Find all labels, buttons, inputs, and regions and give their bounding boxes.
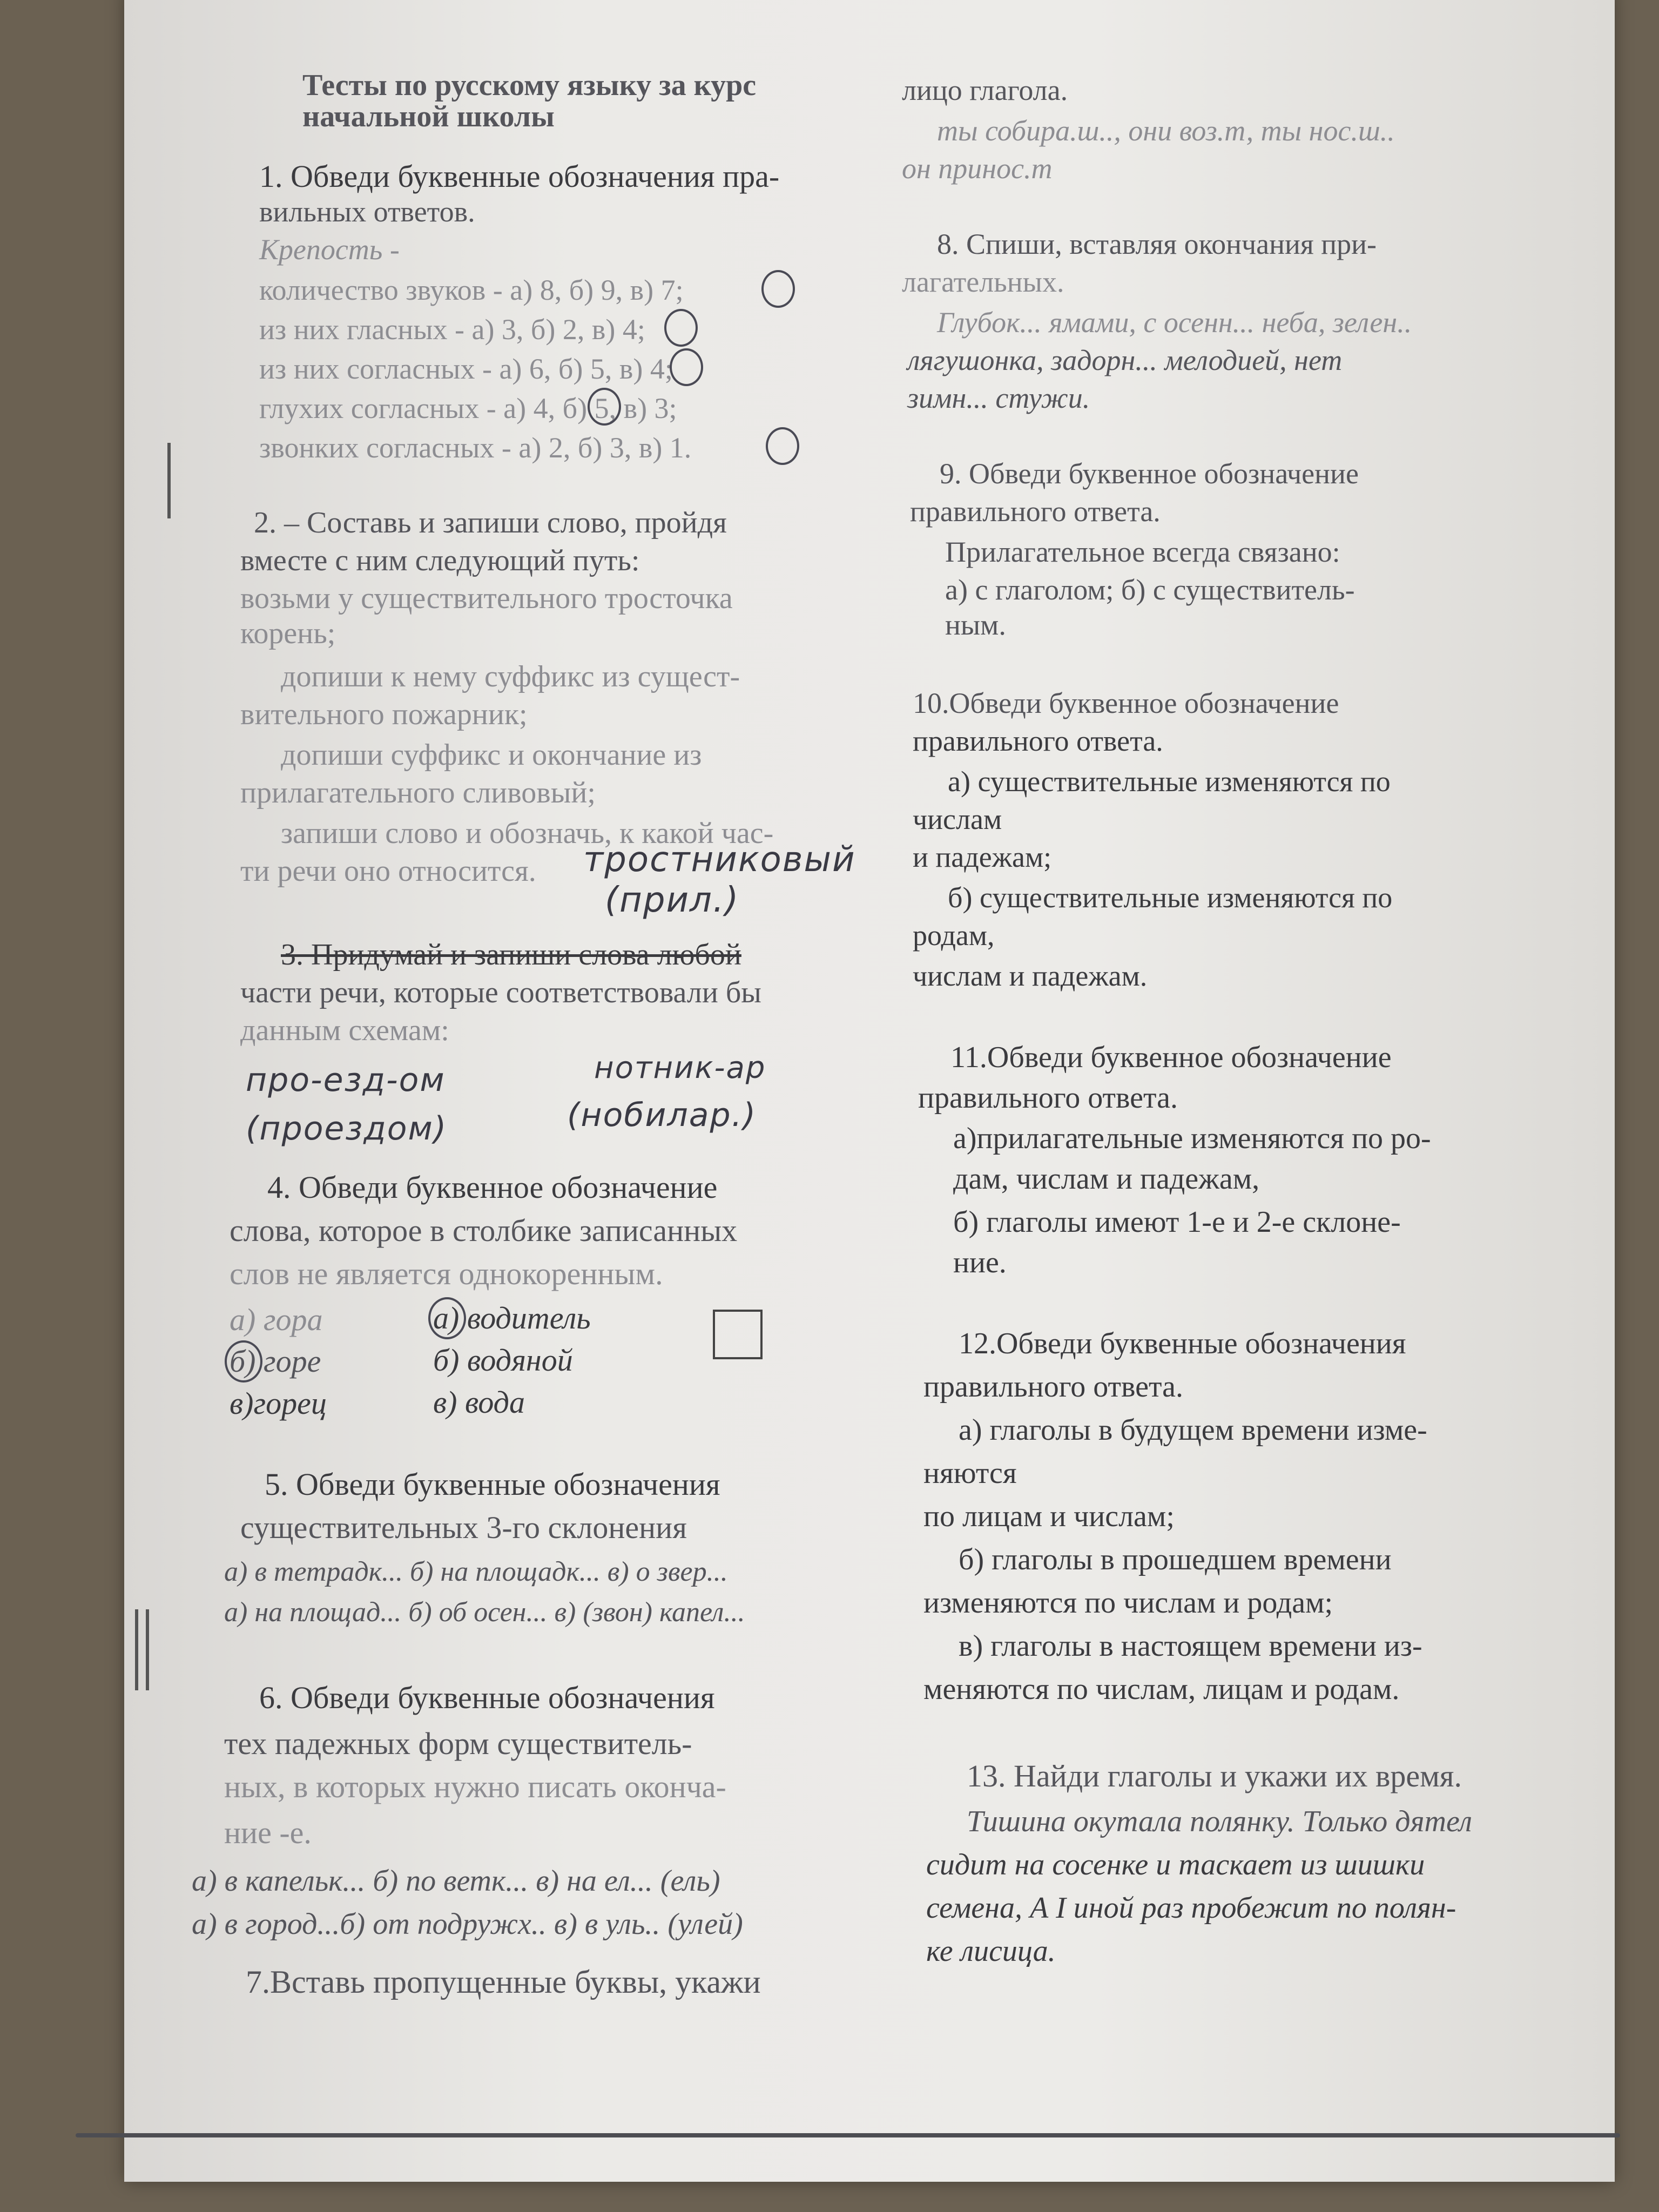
q3-scheme-2: нотник-ар <box>594 1050 766 1085</box>
q7-cont: ты собира.ш.., они воз.т, ты нос.ш.. <box>937 114 1395 147</box>
q12-line: б) глаголы в прошедшем времени <box>959 1543 1392 1576</box>
q4-option: в)горец <box>230 1386 327 1421</box>
q12-line: правильного ответа. <box>923 1370 1183 1404</box>
q13-line: сидит на сосенке и таскает из шишки <box>926 1848 1425 1881</box>
q4-option: б) водяной <box>433 1343 573 1378</box>
q7-line: 7.Вставь пропущенные буквы, укажи <box>246 1964 761 2000</box>
q4-option: б) горе <box>230 1344 321 1379</box>
answer-box <box>713 1310 763 1359</box>
q13-line: ке лисица. <box>926 1934 1056 1968</box>
q12-line: изменяются по числам и родам; <box>923 1586 1333 1620</box>
q1-heading-cont: вильных ответов. <box>259 195 475 228</box>
q11-line: ние. <box>953 1246 1007 1279</box>
q7-cont: он принос.т <box>902 152 1053 185</box>
q2-handwritten-part-of-speech: (прил.) <box>605 880 740 920</box>
q6-line: ных, в которых нужно писать оконча- <box>224 1769 726 1804</box>
q5-line: существительных 3-го склонения <box>240 1510 687 1545</box>
answer-circle <box>670 348 703 386</box>
q4-option: а) гора <box>230 1302 323 1337</box>
q11-line: 11.Обведи буквенное обозначение <box>950 1041 1392 1074</box>
answer-circle <box>664 309 698 347</box>
q13-line: семена, А I иной раз пробежит по полян- <box>926 1891 1456 1925</box>
q2-line: 2. – Составь и запиши слово, пройдя <box>254 506 727 539</box>
q5-options: а) на площад... б) об осен... в) (звон) капел... <box>224 1597 745 1628</box>
answer-circle <box>761 270 795 308</box>
q1-word: Крепость - <box>259 233 400 266</box>
q12-line: 12.Обведи буквенные обозначения <box>959 1327 1406 1360</box>
q3-answer-2: (нобилар.) <box>567 1096 757 1134</box>
q3-line: данным схемам: <box>240 1014 449 1047</box>
q4-line: слов не является однокоренным. <box>230 1256 663 1291</box>
q2-line: вместе с ним следующий путь: <box>240 544 640 577</box>
scan-mark <box>146 1609 149 1690</box>
q9-line: Прилагательное всегда связано: <box>945 536 1340 568</box>
q6-line: 6. Обведи буквенные обозначения <box>259 1680 715 1715</box>
q7-cont: лицо глагола. <box>902 74 1068 106</box>
q8-line: зимн... стужи. <box>907 382 1090 414</box>
q12-line: няются <box>923 1456 1017 1490</box>
q6-options: а) в капельк... б) по ветк... в) на ел... (ель) <box>192 1864 720 1898</box>
answer-circle <box>766 427 799 465</box>
q9-line: а) с глаголом; б) с существитель- <box>945 574 1355 606</box>
q11-line: дам, числам и падежам, <box>953 1162 1260 1196</box>
q5-options: а) в тетрадк... б) на площадк... в) о звер... <box>224 1556 728 1587</box>
q5-line: 5. Обведи буквенные обозначения <box>265 1467 720 1502</box>
q8-line: лягушонка, задорн... мелодией, нет <box>907 344 1343 376</box>
q2-line: запиши слово и обозначь, к какой час- <box>281 817 774 850</box>
q10-line: 10.Обведи буквенное обозначение <box>913 687 1339 719</box>
page-bottom-rule <box>76 2133 1620 2137</box>
q10-line: б) существительные изменяются по <box>948 881 1393 914</box>
q8-line: 8. Спиши, вставляя окончания при- <box>937 228 1377 260</box>
q9-line: 9. Обведи буквенное обозначение <box>940 457 1359 490</box>
scan-mark <box>167 443 171 518</box>
q10-line: правильного ответа. <box>913 725 1163 757</box>
q4-option: а) водитель <box>433 1300 591 1336</box>
answer-circle <box>428 1297 466 1339</box>
q8-line: Глубок... ямами, с осенн... неба, зелен.. <box>937 306 1412 339</box>
q10-line: родам, <box>913 919 995 952</box>
q4-option: в) вода <box>433 1385 525 1420</box>
q2-handwritten-answer: тростниковый <box>583 840 856 880</box>
q3-scheme-1: про-езд-ом <box>246 1061 446 1099</box>
q2-line: допиши к нему суффикс из сущест- <box>281 660 740 693</box>
q2-line: допиши суффикс и окончание из <box>281 738 702 772</box>
q10-line: числам <box>913 803 1002 835</box>
q2-line: прилагательного сливовый; <box>240 776 596 810</box>
q10-line: числам и падежам. <box>913 960 1148 992</box>
worksheet-page <box>124 0 1615 2182</box>
q2-line: вительного пожарник; <box>240 698 528 731</box>
page-title-line-2: начальной школы <box>302 100 555 133</box>
q1-row: звонких согласных - а) 2, б) 3, в) 1. <box>259 431 692 464</box>
q12-line: в) глаголы в настоящем времени из- <box>959 1629 1422 1663</box>
q2-line: ти речи оно относится. <box>240 854 536 888</box>
page-title-line-1: Тесты по русскому языку за курс <box>302 69 757 102</box>
answer-circle <box>588 388 621 426</box>
q1-heading: 1. Обведи буквенные обозначения пра- <box>259 159 780 194</box>
q12-line: меняются по числам, лицам и родам. <box>923 1673 1400 1706</box>
q9-line: ным. <box>945 609 1006 641</box>
q9-line: правильного ответа. <box>910 495 1161 528</box>
q6-line: тех падежных форм существитель- <box>224 1726 692 1761</box>
q4-line: 4. Обведи буквенное обозначение <box>267 1170 718 1205</box>
q6-line: ние -е. <box>224 1815 312 1850</box>
q1-row: из них гласных - а) 3, б) 2, в) 4; <box>259 313 645 346</box>
q1-row: глухих согласных - а) 4, б) 5, в) 3; <box>259 392 677 424</box>
q13-line: 13. Найди глаголы и укажи их время. <box>967 1758 1462 1793</box>
q12-line: а) глаголы в будущем времени изме- <box>959 1413 1427 1447</box>
q10-line: и падежам; <box>913 841 1052 873</box>
q3-line: 3. Придумай и запиши слова любой <box>281 938 741 972</box>
q11-line: б) глаголы имеют 1-е и 2-е склоне- <box>953 1205 1401 1239</box>
q3-line: части речи, которые соответствовали бы <box>240 976 761 1009</box>
q4-line: слова, которое в столбике записанных <box>230 1213 738 1248</box>
q11-line: правильного ответа. <box>918 1081 1178 1115</box>
q2-line: корень; <box>240 617 336 650</box>
q12-line: по лицам и числам; <box>923 1500 1175 1533</box>
q6-options: а) в город...б) от подружх.. в) в уль.. (улей) <box>192 1907 743 1941</box>
q1-row: количество звуков - а) 8, б) 9, в) 7; <box>259 274 684 306</box>
q11-line: а)прилагательные изменяются по ро- <box>953 1122 1431 1155</box>
answer-circle <box>225 1340 262 1382</box>
scan-mark <box>135 1609 138 1690</box>
q3-answer-1: (проездом) <box>246 1110 448 1148</box>
q1-row: из них согласных - а) 6, б) 5, в) 4; <box>259 353 673 385</box>
q13-line: Тишина окутала полянку. Только дятел <box>967 1805 1472 1838</box>
q2-line: возьми у существительного тросточка <box>240 582 733 615</box>
q8-line: лагательных. <box>902 266 1064 298</box>
q10-line: а) существительные изменяются по <box>948 765 1391 798</box>
